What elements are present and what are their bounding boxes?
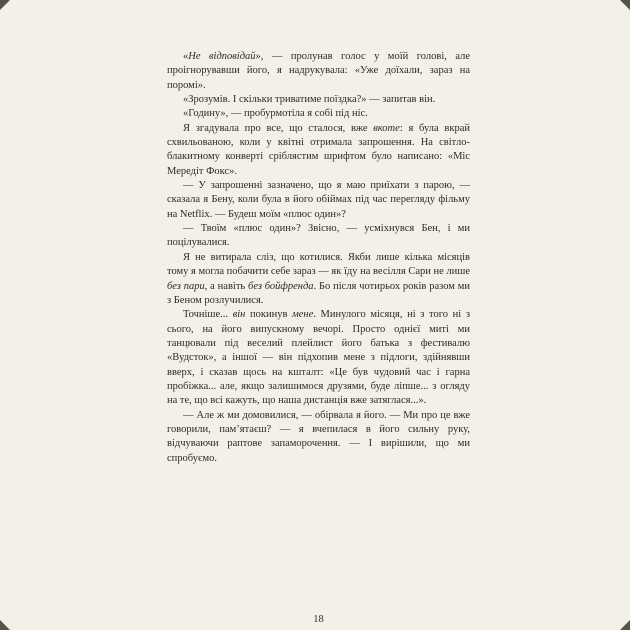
body-text: покинув — [245, 309, 293, 321]
body-text: . Бо після чотирьох років разом ми з Беном розлучилися. — [167, 280, 471, 306]
emphasized-text: він — [232, 309, 246, 321]
body-text: Я згадувала про все, що сталося, вже — [183, 122, 374, 134]
body-text: : я була вкрай схвильованою, коли у квітні отримала запрошення. На світло-блакитному конверті сріблястим шрифтом було написано: «Міс Мередіт Фокс». — [167, 122, 471, 177]
page-number: 18 — [313, 614, 324, 625]
paragraph — [167, 122, 470, 179]
paragraph — [167, 222, 470, 251]
page-text — [167, 50, 470, 466]
emphasized-text: вкоте — [373, 122, 400, 134]
paragraph — [167, 179, 470, 222]
body-text: — У запрошенні зазначено, що я маю приїхати з парою, — сказала я Бену, коли була в його обіймах під час перегляду фільму на Netflix. — Будеш моїм «плюс один»? — [167, 180, 470, 220]
corner-mark-top-right — [620, 0, 630, 10]
paragraph — [167, 308, 470, 408]
paragraph — [167, 409, 470, 466]
body-text: — Твоїм «плюс один»? Звісно, — усміхнувся Бен, і ми поцілувалися. — [167, 223, 470, 249]
body-text: Я не витирала сліз, що котилися. Якби лише кілька місяців тому я могла побачити себе зараз — як їду на весілля Сари не лише — [167, 251, 470, 278]
corner-mark-top-left — [0, 0, 10, 10]
paragraph — [167, 107, 470, 121]
corner-mark-bottom-right — [620, 620, 630, 630]
emphasized-text: мене — [292, 309, 314, 321]
body-text: Точніше... — [183, 309, 233, 321]
body-text: « — [183, 51, 189, 62]
corner-mark-bottom-left — [0, 620, 10, 630]
body-text: », — пролунав голос у моїй голові, але проігнорувавши його, я надрукувала: «Уже доїхали, зараз на поромі». — [167, 51, 470, 91]
body-text: «Годину», — пробурмотіла я собі під ніс. — [183, 108, 368, 120]
body-text: , а навіть — [204, 280, 249, 292]
body-text: — Але ж ми домовилися, — обірвала я його. — Ми про це вже говорили, пам’ятаєш? — я вчепилася в його сильну руку, відчуваючи раптове запаморочення. — І вирішили, що ми спробуємо. — [167, 409, 470, 464]
body-text: «Зрозумів. І скільки триватиме поїздка?» — запитав він. — [183, 94, 436, 106]
body-text: . Минулого місяця, ні з того ні з сього, на його випускному вечорі. Просто однієї миті ми танцювали під веселий плейлист його батька з фестивалю «Вудсток», а іншої — він підхопив мене з підлоги, здійнявши вверх, і сказав щось на кшталт: «Це був чудовий час і гарна пробіжка... але, якщо залишимося друзями, буде ліпше... з огляду на те, що всі кажуть, що наша дистанція вже затяглася...». — [167, 309, 470, 407]
emphasized-text: Не відповідай — [188, 51, 256, 62]
emphasized-text: без бойфренда — [248, 280, 314, 292]
paragraph — [167, 50, 470, 93]
paragraph — [167, 251, 470, 308]
emphasized-text: без пари — [167, 280, 205, 292]
paragraph — [167, 93, 470, 107]
